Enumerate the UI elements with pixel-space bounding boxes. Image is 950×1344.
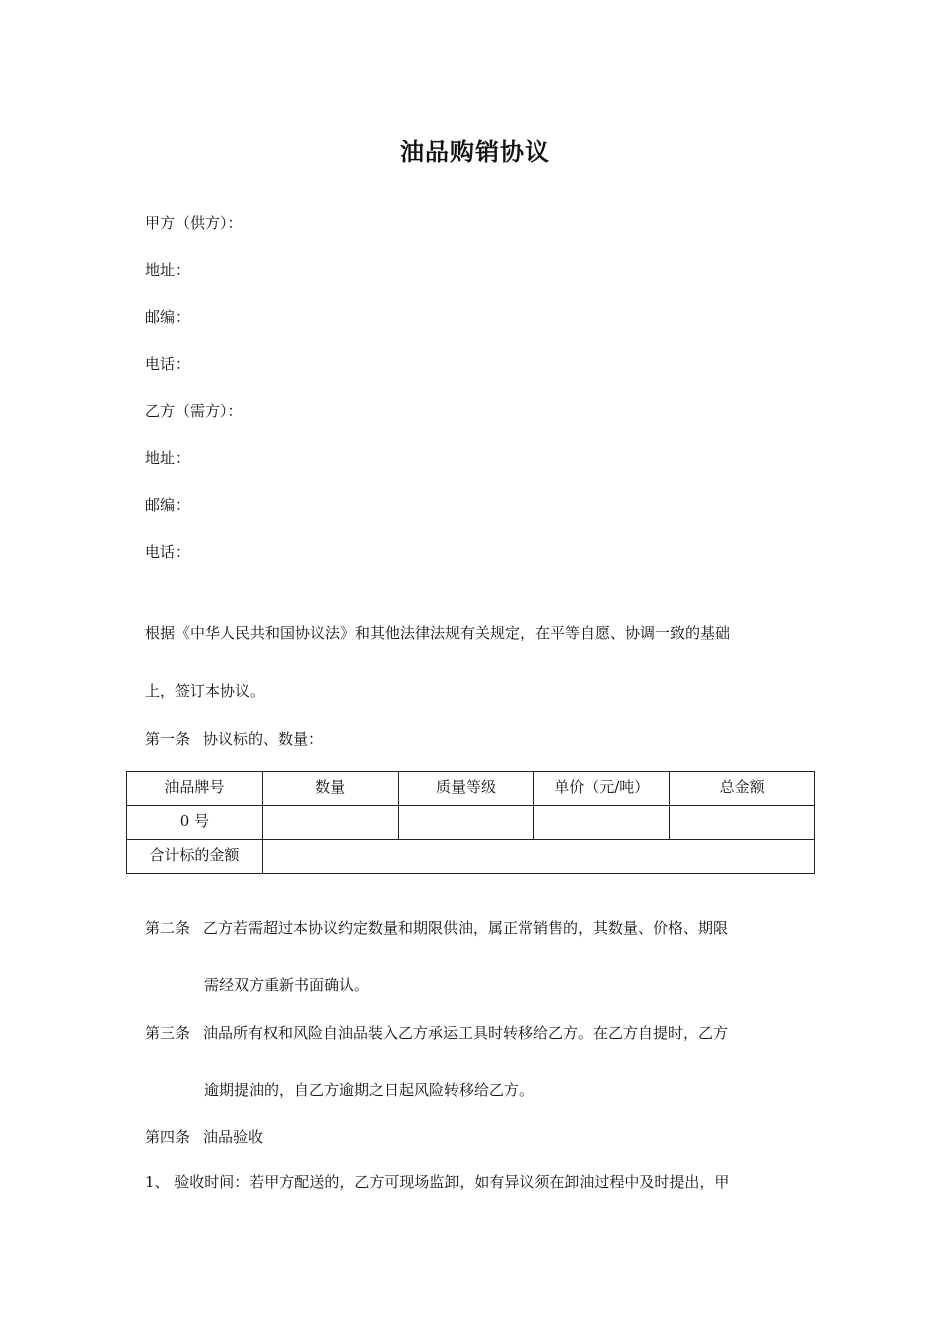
party-b-postcode: 邮编：: [145, 496, 191, 514]
table-total-row: [127, 840, 815, 874]
article-3-line-2: 逾期提油的，自乙方逾期之日起风险转移给乙方。: [204, 1081, 535, 1099]
table-cell: 0 号: [127, 806, 263, 840]
table-header-cell: 总金额: [670, 772, 815, 806]
table-header-cell: 质量等级: [398, 772, 534, 806]
party-a-postcode: 邮编：: [145, 308, 191, 326]
party-a-address: 地址：: [145, 261, 191, 279]
table-header-cell: 数量: [262, 772, 398, 806]
table-cell: [670, 806, 815, 840]
party-b-phone: 电话：: [145, 543, 191, 561]
table-header-cell: 单价（元/吨）: [534, 772, 670, 806]
table-row: [127, 806, 815, 840]
table-cell: [398, 806, 534, 840]
article-4-item-1: 1、 验收时间：若甲方配送的，乙方可现场监卸，如有异议须在卸油过程中及时提出，甲: [145, 1173, 730, 1191]
table-header-cell: 油品牌号: [127, 772, 263, 806]
article-2-line-2: 需经双方重新书面确认。: [204, 976, 370, 994]
article-2: [145, 917, 728, 938]
article-3: [145, 1022, 728, 1043]
table-header-row: [127, 772, 815, 806]
goods-table: [126, 771, 815, 874]
article-4-label: 第四条: [145, 1128, 191, 1146]
preamble-line-1: 根据《中华人民共和国协议法》和其他法律法规有关规定，在平等自愿、协调一致的基础: [145, 624, 731, 642]
article-2-label: 第二条: [145, 919, 191, 937]
article-1-text: 协议标的、数量：: [203, 730, 324, 748]
article-1: [145, 728, 323, 749]
party-a-heading: 甲方（供方）：: [145, 214, 243, 232]
article-1-label: 第一条: [145, 730, 191, 748]
article-3-label: 第三条: [145, 1024, 191, 1042]
article-4: [145, 1126, 263, 1147]
party-a-phone: 电话：: [145, 355, 191, 373]
document-title: 油品购销协议: [400, 138, 550, 166]
article-3-line-1: 油品所有权和风险自油品装入乙方承运工具时转移给乙方。在乙方自提时，乙方: [203, 1024, 729, 1042]
table-cell: [262, 806, 398, 840]
preamble-line-2: 上，签订本协议。: [145, 682, 266, 700]
article-4-text: 油品验收: [203, 1128, 264, 1146]
table-total-label: 合计标的金额: [127, 840, 263, 874]
table-cell: [534, 806, 670, 840]
party-b-address: 地址：: [145, 449, 191, 467]
party-b-heading: 乙方（需方）：: [145, 402, 243, 420]
table-total-value: [262, 840, 814, 874]
article-2-line-1: 乙方若需超过本协议约定数量和期限供油，属正常销售的，其数量、价格、期限: [203, 919, 729, 937]
